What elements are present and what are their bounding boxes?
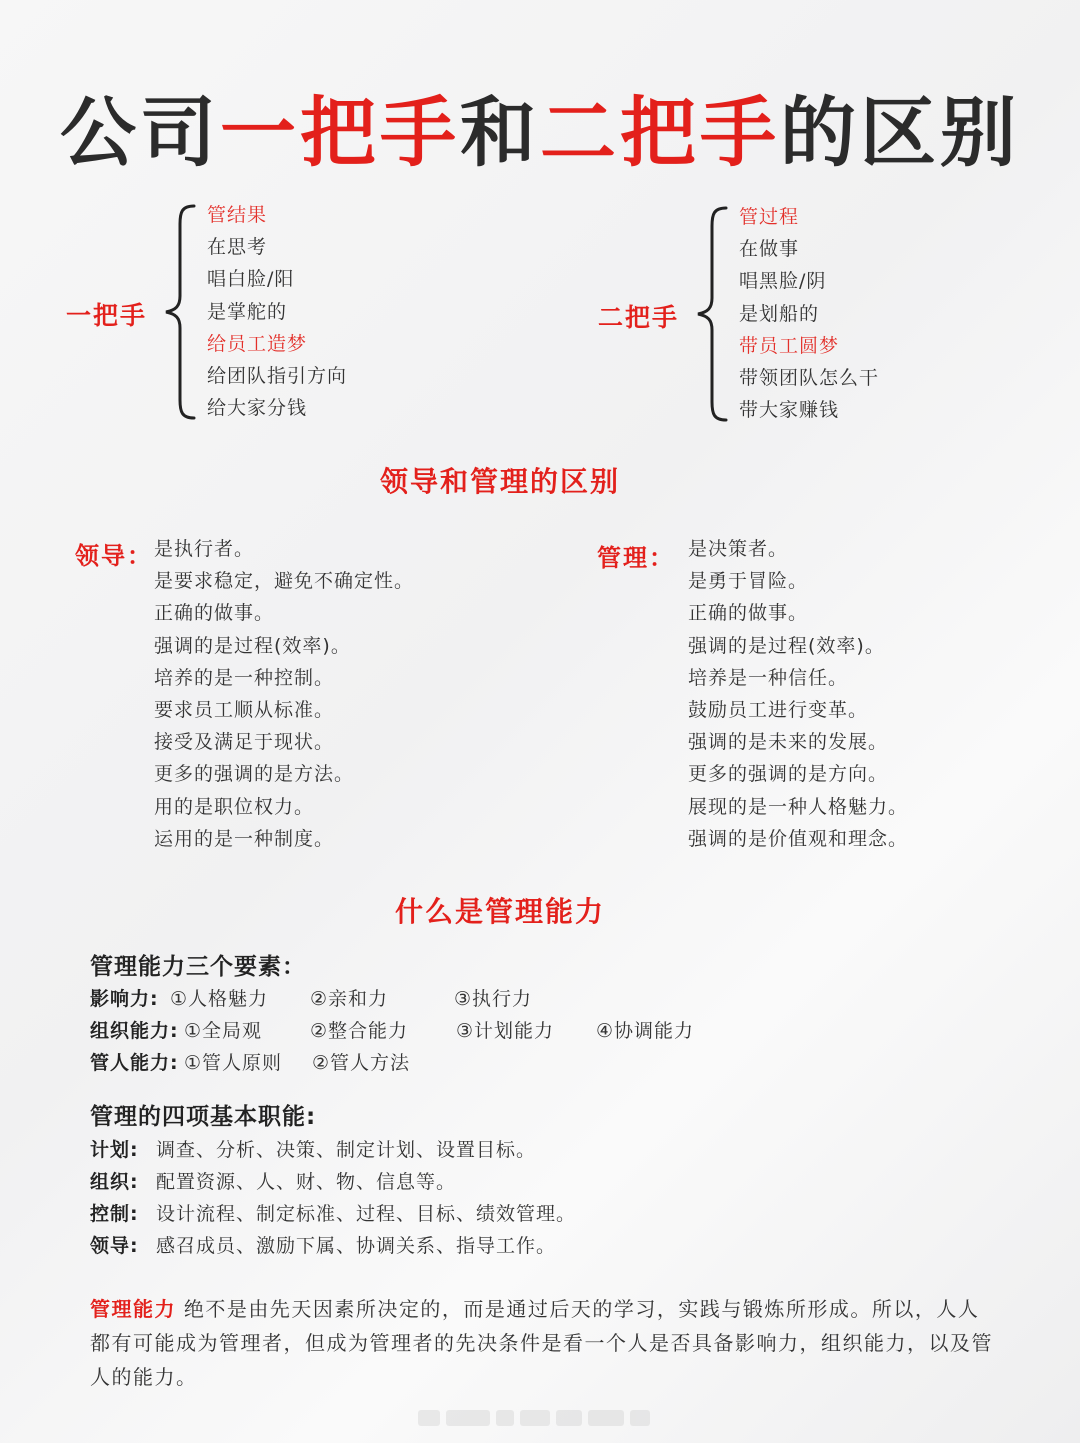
title-part-2: 一把手 xyxy=(220,88,460,177)
function-text: 设计流程、制定标准、过程、目标、绩效管理。 xyxy=(156,1203,577,1225)
element-label: 组织能力: xyxy=(90,1020,179,1042)
list-item: 展现的是一种人格魅力。 xyxy=(688,795,909,818)
list-item: 是执行者。 xyxy=(154,538,255,560)
elements-heading: 管理能力三个要素： xyxy=(90,954,306,980)
list-item: 是划船的 xyxy=(739,302,820,325)
list-item: 是要求稳定，避免不确定性。 xyxy=(154,570,415,593)
list-item: 在思考 xyxy=(207,236,268,259)
manage-label: 管理： xyxy=(597,544,675,572)
list-item: 管过程 xyxy=(739,206,800,228)
element-label: 影响力: xyxy=(90,988,159,1010)
left-brace-icon xyxy=(160,204,196,420)
element-item: ②亲和力 xyxy=(310,988,389,1010)
conclusion-paragraph xyxy=(90,1292,1000,1394)
lead-list xyxy=(154,533,414,855)
lead-label: 领导： xyxy=(75,542,153,570)
function-row xyxy=(90,1231,890,1263)
list-item: 强调的是过程(效率)。 xyxy=(154,634,351,657)
element-item: ①人格魅力 xyxy=(170,988,269,1010)
list-item: 强调的是过程(效率)。 xyxy=(688,634,885,657)
list-item: 正确的做事。 xyxy=(688,602,809,625)
right-brace-icon xyxy=(692,206,728,422)
element-item: ③执行力 xyxy=(454,988,533,1010)
list-item: 正确的做事。 xyxy=(154,602,275,625)
title-part-3: 和 xyxy=(460,88,540,177)
element-item: ④协调能力 xyxy=(596,1020,695,1042)
section-title-management-ability: 什么是管理能力 xyxy=(394,895,605,928)
list-item: 在做事 xyxy=(739,238,800,261)
function-label: 控制: xyxy=(90,1203,139,1225)
second-hand-list xyxy=(739,201,879,426)
function-label: 领导: xyxy=(90,1235,139,1257)
list-item: 用的是职位权力。 xyxy=(154,795,315,818)
list-item: 强调的是未来的发展。 xyxy=(688,731,889,754)
manage-list xyxy=(688,533,908,855)
list-item: 更多的强调的是方法。 xyxy=(154,763,355,786)
element-row-organization xyxy=(90,1016,790,1048)
page-title xyxy=(0,72,1080,181)
list-item: 培养的是一种控制。 xyxy=(154,666,335,689)
list-item: 唱白脸/阳 xyxy=(207,268,295,291)
function-row xyxy=(90,1167,890,1199)
list-item: 给团队指引方向 xyxy=(207,365,348,388)
first-hand-label: 一把手 xyxy=(66,301,148,330)
list-item: 带员工圆梦 xyxy=(739,334,840,357)
list-item: 强调的是价值观和理念。 xyxy=(688,827,909,850)
function-row xyxy=(90,1135,890,1167)
list-item: 是决策者。 xyxy=(688,538,789,560)
elements-table xyxy=(90,984,790,1080)
function-label: 组织: xyxy=(90,1171,139,1193)
list-item: 唱黑脸/阴 xyxy=(739,270,827,293)
title-part-4: 二把手 xyxy=(540,88,780,177)
element-item: ②管人方法 xyxy=(312,1052,411,1074)
list-item: 是勇于冒险。 xyxy=(688,570,809,593)
list-item: 给员工造梦 xyxy=(207,332,308,355)
functions-list xyxy=(90,1135,890,1263)
watermark-blur xyxy=(418,1410,658,1430)
list-item: 给大家分钱 xyxy=(207,397,308,420)
list-item: 运用的是一种制度。 xyxy=(154,827,335,850)
functions-heading: 管理的四项基本职能: xyxy=(90,1104,317,1130)
element-item: ①管人原则 xyxy=(184,1052,283,1074)
function-row xyxy=(90,1199,890,1231)
conclusion-lead: 管理能力 xyxy=(90,1297,176,1321)
list-item: 管结果 xyxy=(207,204,268,226)
list-item: 更多的强调的是方向。 xyxy=(688,763,889,786)
function-text: 感召成员、激励下属、协调关系、指导工作。 xyxy=(156,1235,557,1257)
list-item: 鼓励员工进行变革。 xyxy=(688,699,869,722)
element-item: ③计划能力 xyxy=(456,1020,555,1042)
list-item: 是掌舵的 xyxy=(207,300,288,323)
title-part-1: 公司 xyxy=(60,88,220,177)
element-row-people xyxy=(90,1048,790,1080)
conclusion-text: 绝不是由先天因素所决定的，而是通过后天的学习，实践与锻炼所形成。所以，人人都有可能成为管理者，但成为管理者的先决条件是看一个人是否具备影响力，组织能力，以及管人的能力。 xyxy=(90,1297,993,1389)
list-item: 接受及满足于现状。 xyxy=(154,731,335,754)
element-item: ②整合能力 xyxy=(310,1020,409,1042)
list-item: 带领团队怎么干 xyxy=(739,367,880,390)
list-item: 带大家赚钱 xyxy=(739,399,840,422)
function-text: 调查、分析、决策、制定计划、设置目标。 xyxy=(156,1139,537,1161)
element-label: 管人能力: xyxy=(90,1052,179,1074)
first-hand-list xyxy=(207,199,347,424)
second-hand-label: 二把手 xyxy=(598,303,680,332)
function-text: 配置资源、人、财、物、信息等。 xyxy=(156,1171,457,1193)
function-label: 计划: xyxy=(90,1139,139,1161)
list-item: 要求员工顺从标准。 xyxy=(154,699,335,722)
list-item: 培养是一种信任。 xyxy=(688,666,849,689)
element-row-influence xyxy=(90,984,790,1016)
title-part-5: 的区别 xyxy=(780,88,1020,177)
element-item: ①全局观 xyxy=(184,1020,263,1042)
section-title-lead-vs-manage: 领导和管理的区别 xyxy=(379,465,620,498)
